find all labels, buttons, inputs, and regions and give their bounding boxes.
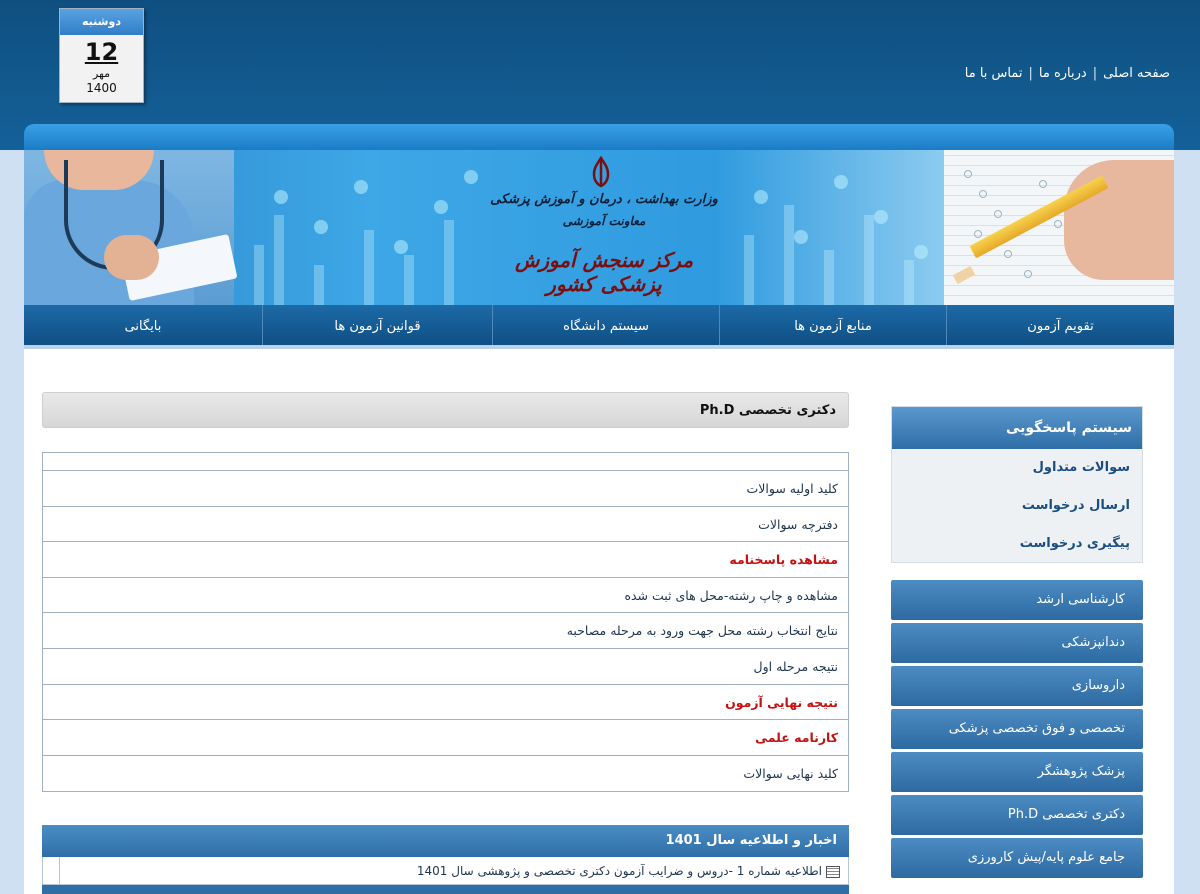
- sidebar-item-physician-researcher[interactable]: پزشک پژوهشگر: [891, 752, 1143, 792]
- nav-archive[interactable]: بایگانی: [124, 319, 162, 334]
- sidebar-item-basic-sciences[interactable]: جامع علوم پایه/پیش کارورزی: [891, 838, 1143, 878]
- track-request-link[interactable]: پیگیری درخواست: [1019, 536, 1130, 551]
- list-item-link[interactable]: نتایج انتخاب رشته محل جهت ورود به مرحله مصاحبه: [43, 613, 848, 649]
- separator: |: [1028, 66, 1033, 81]
- sidebar-item-pharmacy[interactable]: داروسازی: [891, 666, 1143, 706]
- list-item-link[interactable]: نتیجه مرحله اول: [43, 649, 848, 685]
- calendar-day: 12: [84, 38, 119, 66]
- news-item-text[interactable]: اطلاعیه شماره 1 -دروس و ضرایب آزمون دکتری تخصصی و پژوهشی سال 1401: [416, 864, 822, 878]
- sidebar-item-masters[interactable]: کارشناسی ارشد: [891, 580, 1143, 620]
- emblem-icon: [588, 156, 614, 188]
- about-link[interactable]: درباره ما: [1038, 66, 1087, 81]
- links-table: [42, 452, 849, 792]
- news-title: اخبار و اطلاعیه سال 1401: [42, 825, 849, 857]
- faq-link[interactable]: سوالات متداول: [1032, 460, 1130, 475]
- nav-university-system[interactable]: سیستم دانشگاه: [492, 305, 719, 345]
- page-title: دکتری تخصصی Ph.D: [42, 392, 849, 428]
- date-calendar: [59, 8, 144, 103]
- calendar-weekday: دوشنبه: [60, 9, 143, 35]
- header-strip: [24, 124, 1174, 150]
- nav-exam-calendar[interactable]: تقویم آزمون: [946, 305, 1174, 345]
- top-links: [965, 66, 1170, 81]
- sidebar-item-dentistry[interactable]: دندانپزشکی: [891, 623, 1143, 663]
- center-name: مرکز سنجش آموزش پزشکی کشور: [514, 248, 694, 296]
- sidebar-item-specialty[interactable]: تخصصی و فوق تخصصی پزشکی: [891, 709, 1143, 749]
- list-item: [43, 453, 848, 471]
- list-item-link[interactable]: مشاهده پاسخنامه: [43, 542, 848, 578]
- main-nav: [24, 305, 1174, 349]
- list-item-link[interactable]: کارنامه علمی: [43, 720, 848, 756]
- sidebar-menu: [891, 580, 1143, 881]
- list-item-link[interactable]: کلید اولیه سوالات: [43, 471, 848, 507]
- list-item-link[interactable]: مشاهده و چاپ رشته-محل های ثبت شده: [43, 578, 848, 614]
- separator: |: [1092, 66, 1098, 81]
- calendar-month: مهر: [92, 67, 111, 80]
- response-system-title: سیستم پاسخگویی: [892, 407, 1142, 449]
- ministry-logo: [484, 150, 724, 305]
- sidebar-item-phd[interactable]: دکتری تخصصی Ph.D: [891, 795, 1143, 835]
- list-item-link[interactable]: نتیجه نهایی آزمون: [43, 685, 848, 721]
- answer-sheet-image: [944, 150, 1174, 305]
- home-link[interactable]: صفحه اصلی: [1103, 66, 1170, 81]
- news-footer: [42, 885, 849, 894]
- news-item[interactable]: [42, 857, 849, 885]
- calendar-year: 1400: [86, 81, 117, 95]
- response-system-box: [891, 406, 1143, 563]
- site-banner: [24, 150, 1174, 305]
- doctor-image: [24, 150, 234, 305]
- send-request-link[interactable]: ارسال درخواست: [1021, 498, 1130, 513]
- list-item-link[interactable]: کلید نهایی سوالات: [743, 765, 838, 781]
- nav-exam-resources[interactable]: منابع آزمون ها: [719, 305, 946, 345]
- contact-link[interactable]: تماس با ما: [964, 66, 1023, 81]
- nav-exam-rules[interactable]: قوانین آزمون ها: [262, 305, 492, 345]
- document-icon: [826, 866, 840, 878]
- list-item-link[interactable]: دفترچه سوالات: [43, 507, 848, 543]
- deputy-name: معاونت آموزشی: [562, 214, 646, 228]
- ministry-name: وزارت بهداشت ، درمان و آموزش پزشکی: [490, 192, 718, 207]
